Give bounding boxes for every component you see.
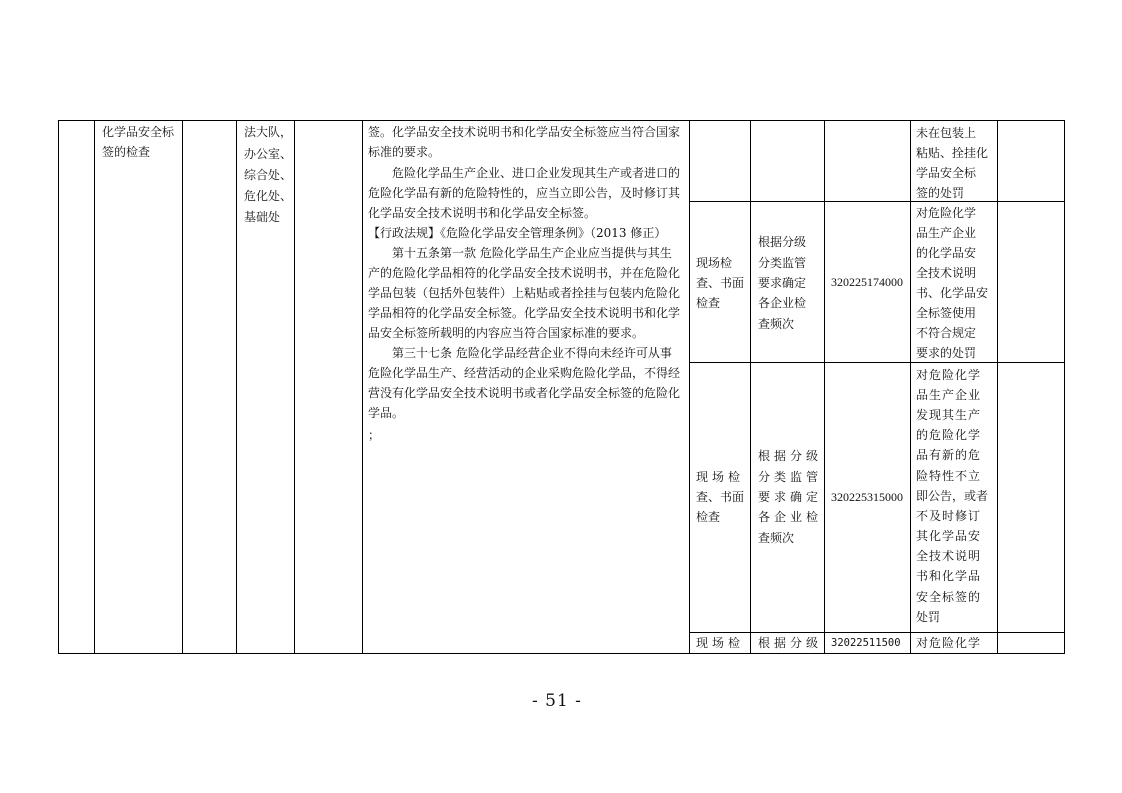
penalty-item-line: 不符合规定 (916, 326, 977, 340)
inspection-method-line: 查、书面 (696, 276, 745, 290)
penalty-item-line: 的化学品安 (916, 246, 977, 260)
regulation-title: 【行政法规】《危险化学品安全管理条例》（2013 修正） (368, 226, 667, 240)
basis-line: 学品包装（包括外包装件）上粘贴或者拴挂与包装内危险化 (368, 286, 681, 300)
frequency-line: 要求确定 (758, 490, 823, 504)
penalty-item-line: 全技术说明 (916, 549, 982, 563)
basis-line: 标准的要求。 (368, 145, 441, 159)
basis-line: 危险化学品有新的危险特性的，应当立即公告，及时修订其 (368, 186, 681, 200)
penalty-item-line: 安全标签的 (916, 590, 982, 604)
frequency-line: 要求确定 (758, 276, 807, 290)
inspection-method-line: 查、书面 (696, 490, 745, 504)
penalty-item-line: 学品安全标 (916, 166, 977, 180)
item-code: 320225174000 (831, 275, 903, 289)
basis-line: 学品相符的化学品安全标签。化学品安全技术说明书和化学 (368, 306, 681, 320)
frequency-line: 根据分级 (758, 636, 823, 650)
penalty-item-line: 粘贴、拴挂化 (916, 146, 989, 160)
basis-line: 危险化学品生产企业、进口企业发现其生产或者进口的 (392, 166, 681, 180)
penalty-item-line: 即公告，或者 (916, 489, 989, 503)
basis-line: 营没有化学品安全技术说明书或者化学品安全标签的危险化 (368, 386, 681, 400)
penalty-item-line: 险特性不立 (916, 469, 982, 483)
penalty-item-line: 其化学品安 (916, 529, 982, 543)
basis-line: 品安全标签所载明的内容应当符合国家标准的要求。 (368, 326, 645, 340)
item-name-line: 化学品安全标 (102, 125, 175, 139)
inspection-method-line: 检查 (696, 510, 721, 524)
penalty-item-line: 要求的处罚 (916, 346, 977, 360)
penalty-item-line: 全标签使用 (916, 306, 977, 320)
penalty-item-line: 未在包装上 (916, 126, 977, 140)
frequency-line: 分类监管 (758, 470, 823, 484)
basis-line: 化学品安全技术说明书和化学品安全标签。 (368, 206, 597, 220)
penalty-item-line: 品有新的危 (916, 448, 982, 462)
penalty-item-line: 发现其生产 (916, 408, 982, 422)
penalty-item-line: 签的处罚 (916, 186, 965, 200)
inspection-method-line: 现场检 (696, 636, 745, 650)
basis-line: 产的危险化学品相符的化学品安全技术说明书，并在危险化 (368, 266, 681, 280)
inspection-method-line: 现场检 (696, 470, 745, 484)
basis-line: ； (368, 428, 381, 442)
department-line: 法大队， (244, 125, 293, 139)
item-code: 32022511500 (831, 637, 901, 649)
frequency-line: 分类监管 (758, 256, 807, 270)
penalty-item-line: 对危险化学 (916, 636, 982, 650)
frequency-line: 查频次 (758, 531, 795, 545)
inspection-method-line: 现场检 (696, 256, 733, 270)
department-line: 基础处 (244, 210, 281, 224)
department-line: 危化处、 (244, 189, 293, 203)
penalty-item-line: 处罚 (916, 610, 941, 624)
frequency-line: 根据分级 (758, 235, 807, 249)
penalty-item-line: 的危险化学 (916, 428, 982, 442)
penalty-item-line: 品生产企业 (916, 226, 977, 240)
basis-line: 第三十七条 危险化学品经营企业不得向未经许可从事 (392, 346, 672, 360)
basis-line: 危险化学品生产、经营活动的企业采购危险化学品，不得经 (368, 366, 681, 380)
basis-line: 签。化学品安全技术说明书和化学品安全标签应当符合国家 (368, 125, 681, 139)
department-line: 综合处、 (244, 168, 293, 182)
penalty-item-line: 品生产企业 (916, 388, 982, 402)
basis-line: 学品。 (368, 406, 405, 420)
penalty-item-line: 不及时修订 (916, 509, 982, 523)
item-code: 320225315000 (831, 490, 903, 504)
penalty-item-line: 对危险化学 (916, 206, 977, 220)
penalty-item-line: 对危险化学 (916, 368, 982, 382)
frequency-line: 各企业检 (758, 510, 823, 524)
frequency-line: 根据分级 (758, 449, 823, 463)
basis-line: 第十五条第一款 危险化学品生产企业应当提供与其生 (392, 246, 672, 260)
penalty-item-line: 书、化学品安 (916, 286, 989, 300)
department-line: 办公室、 (244, 147, 293, 161)
page-number: - 51 - (532, 691, 582, 711)
penalty-item-line: 全技术说明 (916, 266, 977, 280)
penalty-item-line: 书和化学品 (916, 569, 982, 583)
frequency-line: 各企业检 (758, 296, 807, 310)
inspection-method-line: 检查 (696, 296, 721, 310)
item-name-line: 签的检查 (102, 145, 151, 159)
frequency-line: 查频次 (758, 317, 795, 331)
